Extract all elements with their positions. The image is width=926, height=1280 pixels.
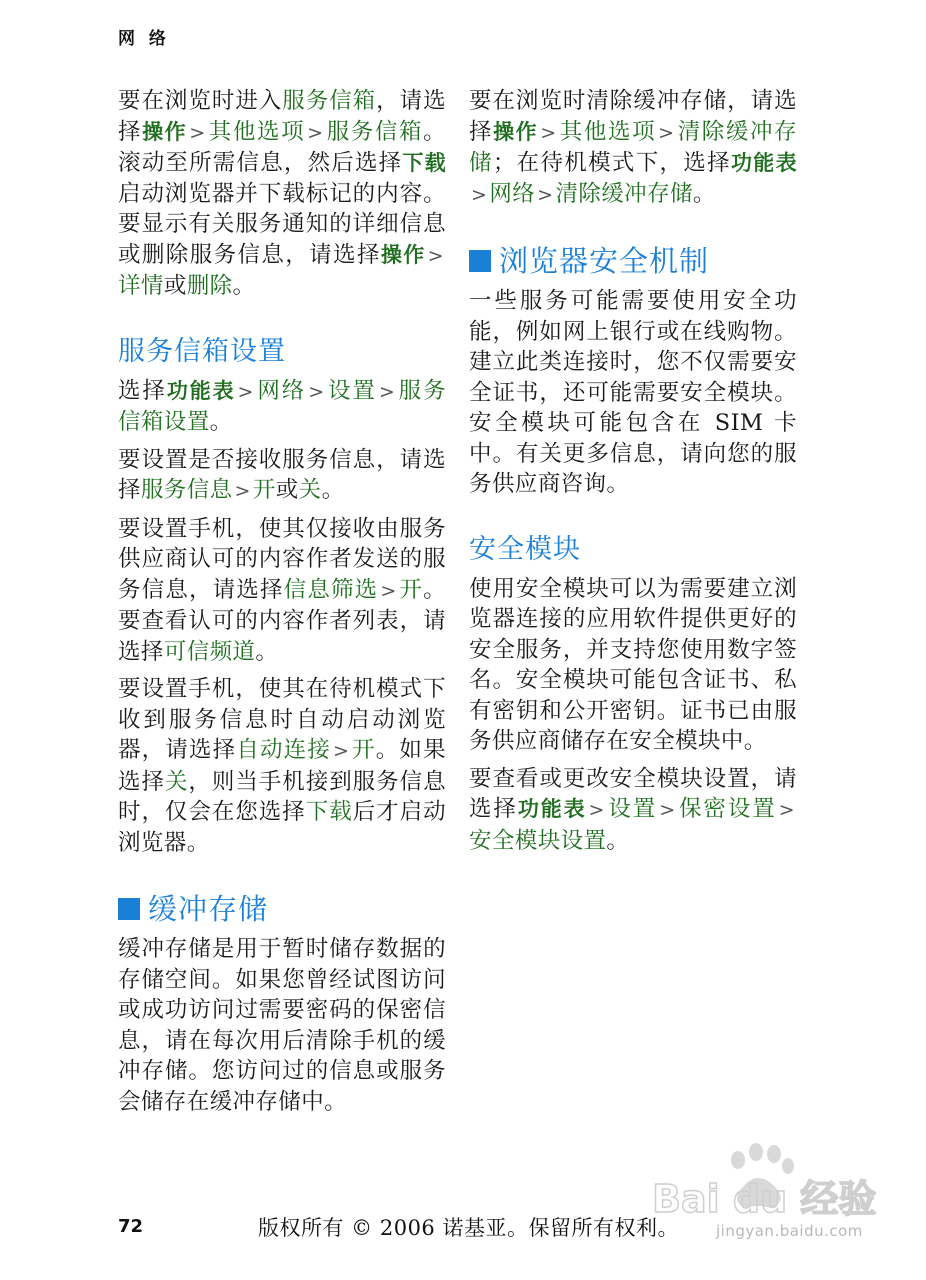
paragraph-service-messages: 要设置是否接收服务信息，请选择服务信息 >开或关。 — [118, 446, 446, 503]
heading-inbox-settings: 服务信箱设置 — [118, 335, 286, 367]
term-bold: 操作 — [142, 119, 188, 144]
paragraph-module-settings: 要查看或更改安全模块设置，请选择功能表 >设置 >保密设置 >安全模块设置。 — [469, 765, 797, 854]
paragraph-access-inbox: 要在浏览时进入服务信箱，请选择操作 >其他选项 >服务信箱。滚动至所需信息，然后选择下载启动浏览器并下载标记的内容。要显示有关服务通知的详细信息或删除服务信息，请选择操作 >详情或删除。 — [118, 88, 446, 299]
paragraph-security-intro: 一些服务可能需要使用安全功能，例如网上银行或在线购物。建立此类连接时，您不仅需要安全证书，还可能需要安全模块。安全模块可能包含在 SIM 卡中。有关更多信息，请向您的服务供应商咨询。 — [469, 288, 797, 497]
paragraph-cache: 缓冲存储是用于暂时储存数据的存储空间。如果您曾经试图访问或成功访问过需要密码的保密信息，请在每次用后清除手机的缓冲存储。您访问过的信息或服务会储存在缓冲存储中。 — [118, 936, 446, 1115]
watermark-url: jingyan.baidu.com — [716, 1222, 863, 1240]
watermark-text: Bai du 经验 — [652, 1177, 876, 1221]
heading-browser-security: 浏览器安全机制 — [469, 242, 797, 280]
page-number: 72 — [118, 1216, 144, 1237]
section-square-icon — [118, 898, 140, 920]
copyright-footer: 版权所有 © 2006 诺基亚。保留所有权利。 — [258, 1216, 679, 1240]
right-column — [469, 86, 797, 863]
heading-cache: 缓冲存储 — [118, 890, 446, 928]
running-head: 网 络 — [118, 29, 170, 49]
baidu-watermark — [646, 1138, 876, 1248]
paragraph-security-module: 使用安全模块可以为需要建立浏览器连接的应用软件提供更好的安全服务，并支持您使用数字签名。安全模块可能包含证书、私有密钥和公开密钥。证书已由服务供应商储存在安全模块中。 — [469, 575, 797, 754]
paragraph-auto-connect: 要设置手机，使其在待机模式下收到服务信息时自动启动浏览器，请选择自动连接 >开。如果选择关，则当手机接到服务信息时，仅会在您选择下载后才启动浏览器。 — [118, 676, 446, 856]
paragraph-inbox-path: 选择功能表 >网络 >设置 >服务信箱设置。 — [118, 377, 446, 435]
left-column — [118, 86, 446, 1124]
paragraph-message-filter: 要设置手机，使其仅接收由服务供应商认可的内容作者发送的服务信息，请选择信息筛选 >开。要查看认可的内容作者列表，请选择可信频道。 — [118, 515, 446, 665]
paragraph-clear-cache: 要在浏览时清除缓冲存储，请选择操作 >其他选项 >清除缓冲存储；在待机模式下，选择功能表>网络 >清除缓冲存储。 — [469, 88, 797, 207]
section-square-icon — [469, 250, 491, 272]
term-link: 服务信箱 — [282, 88, 377, 114]
heading-security-module: 安全模块 — [469, 533, 581, 565]
baidu-paw-logo-icon — [646, 1138, 876, 1228]
